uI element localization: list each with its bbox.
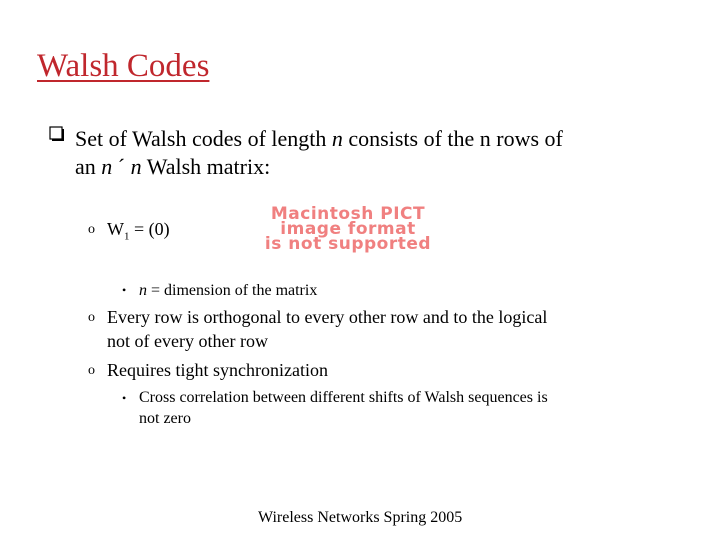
o-bullet: o xyxy=(88,310,95,325)
bullet-walsh-definition xyxy=(75,125,675,181)
pict-line: is not supported xyxy=(264,234,432,254)
orthogonal-bullet xyxy=(107,305,547,353)
text: an xyxy=(75,154,102,179)
sync-bullet: Requires tight synchronization xyxy=(107,360,328,380)
o-bullet: o xyxy=(88,363,95,378)
w1-equation xyxy=(107,217,170,249)
w-symbol: W xyxy=(107,219,124,239)
slide-footer: Wireless Networks Spring 2005 xyxy=(258,509,463,526)
text: Every row is orthogonal to every other row and to the logical xyxy=(107,307,548,327)
text: ´ xyxy=(112,154,131,179)
dimension-note xyxy=(139,280,317,301)
var-n: n xyxy=(139,282,147,299)
slide-title: Walsh Codes xyxy=(37,48,210,84)
w-value: = (0) xyxy=(129,219,170,239)
o-bullet: o xyxy=(88,222,95,237)
dot-bullet: • xyxy=(122,391,127,405)
cross-correlation-note xyxy=(139,387,548,429)
dot-bullet: • xyxy=(122,283,127,297)
text: Cross correlation between different shifts of Walsh sequences is xyxy=(139,389,548,406)
pict-image-placeholder xyxy=(232,204,464,255)
text: not zero xyxy=(139,410,191,427)
w-subscript: 1 xyxy=(124,230,130,243)
var-n: n xyxy=(101,154,113,179)
var-n: n xyxy=(331,126,343,151)
text: consists of the n rows of xyxy=(342,126,563,151)
pict-line: Macintosh PICT xyxy=(270,204,426,224)
text: = dimension of the matrix xyxy=(147,282,318,299)
pict-line: image format xyxy=(280,219,416,239)
text: Walsh matrix: xyxy=(141,154,271,179)
checkbox-bullet-icon xyxy=(49,126,65,142)
text: not of every other row xyxy=(107,331,268,351)
var-n: n xyxy=(130,154,142,179)
text: Set of Walsh codes of length xyxy=(75,126,332,151)
